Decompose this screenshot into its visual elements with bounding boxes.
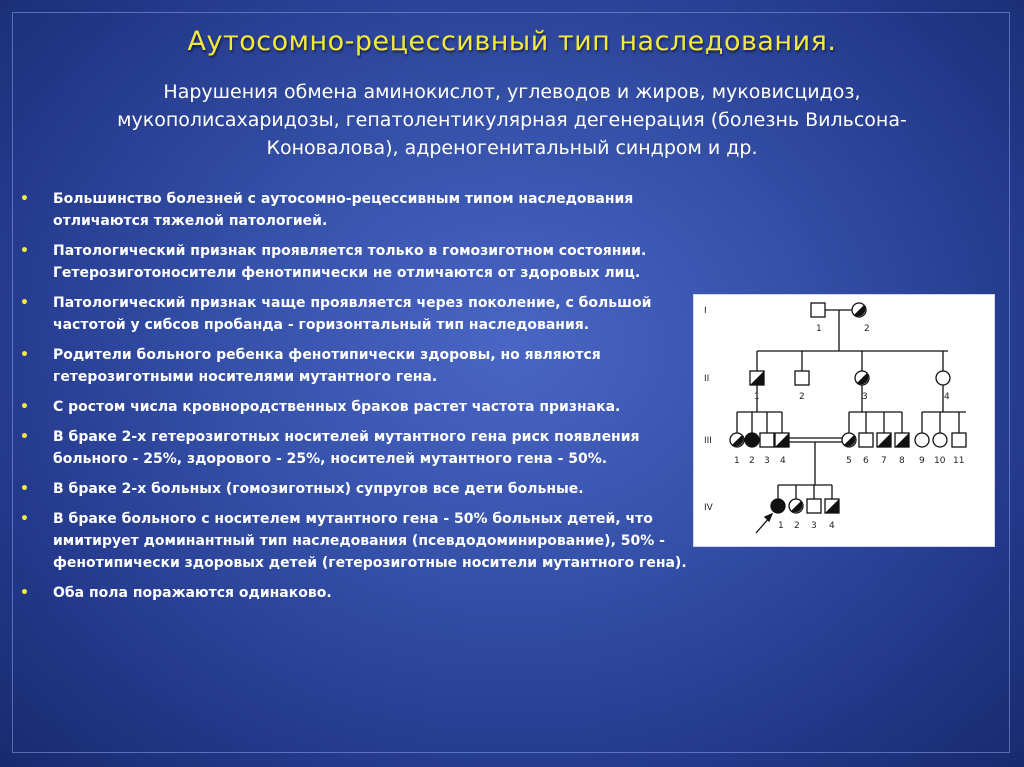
g3-num: 9 xyxy=(919,456,925,466)
g3-num: 11 xyxy=(953,456,965,466)
g2-female-4 xyxy=(936,371,950,385)
g1-num: 2 xyxy=(864,324,870,334)
pedigree-chart xyxy=(693,294,995,547)
bullet-item xyxy=(20,188,690,232)
bullet-text: Патологический признак чаще проявляется через поколение, с большой частотой у сибсов пробанда - горизонтальный тип наследования. xyxy=(53,295,652,333)
bullet-icon: • xyxy=(20,429,29,445)
bullet-icon: • xyxy=(20,191,29,207)
g3-num: 7 xyxy=(881,456,887,466)
g4-num: 1 xyxy=(778,521,784,531)
bullet-item xyxy=(20,582,690,604)
bullet-icon: • xyxy=(20,347,29,363)
g3-num: 10 xyxy=(934,456,946,466)
g3-num: 4 xyxy=(780,456,786,466)
bullet-item xyxy=(20,478,690,500)
bullet-icon: • xyxy=(20,511,29,527)
g2-num: 1 xyxy=(754,392,760,402)
g3-male-6 xyxy=(859,433,873,447)
slide-subtitle: Нарушения обмена аминокислот, углеводов и жиров, муковисцидоз, мукополисахаридозы, гепатолентикулярная дегенерация (болезнь Вильсона-Коновалова), адреногенитальный синдром и др. xyxy=(117,81,907,159)
g3-num: 3 xyxy=(764,456,770,466)
g4-num: 2 xyxy=(794,521,800,531)
bullet-item xyxy=(20,292,690,336)
bullet-item xyxy=(20,508,690,574)
gen-label-3: III xyxy=(704,436,712,446)
g3-num: 1 xyxy=(734,456,740,466)
bullet-item xyxy=(20,344,690,388)
bullet-text: В браке 2-х гетерозиготных носителей мутантного гена риск появления больного - 25%, здорового - 25%, носителей мутантного гена - 50%. xyxy=(53,429,640,467)
bullet-icon: • xyxy=(20,399,29,415)
g4-male-3 xyxy=(807,499,821,513)
g4-num: 4 xyxy=(829,521,835,531)
g1-num: 1 xyxy=(816,324,822,334)
g3-num: 6 xyxy=(863,456,869,466)
bullet-item xyxy=(20,240,690,284)
g3-female-10 xyxy=(933,433,947,447)
g4-proband-affected xyxy=(771,499,785,513)
g3-male-3 xyxy=(760,433,774,447)
bullet-text: Родители больного ребенка фенотипически здоровы, но являются гетерозиготными носителями мутантного гена. xyxy=(53,347,601,385)
g3-male-11 xyxy=(952,433,966,447)
bullet-list xyxy=(20,188,690,612)
slide-title: Аутосомно-рецессивный тип наследования. xyxy=(187,26,837,57)
g3-female-2-affected xyxy=(745,433,759,447)
bullet-text: Патологический признак проявляется только в гомозиготном состоянии. Гетерозиготоносители фенотипически не отличаются от здоровых лиц. xyxy=(53,243,647,281)
g2-num: 2 xyxy=(799,392,805,402)
g3-num: 5 xyxy=(846,456,852,466)
pedigree-diagram xyxy=(694,295,994,546)
bullet-icon: • xyxy=(20,481,29,497)
bullet-item xyxy=(20,396,690,418)
bullet-icon: • xyxy=(20,585,29,601)
gen-label-1: I xyxy=(704,306,707,316)
gen-label-2: II xyxy=(704,374,710,384)
bullet-text: В браке больного с носителем мутантного гена - 50% больных детей, что имитирует доминантный тип наследования (псевдодоминирование), 50% - фенотипически здоровых детей (гетерозиготные носители мутантного гена). xyxy=(53,511,687,571)
g3-num: 8 xyxy=(899,456,905,466)
bullet-text: Большинство болезней с аутосомно-рецессивным типом наследования отличаются тяжелой патологией. xyxy=(53,191,634,229)
g1-male-1 xyxy=(811,303,825,317)
bullet-icon: • xyxy=(20,295,29,311)
bullet-item xyxy=(20,426,690,470)
g3-num: 2 xyxy=(749,456,755,466)
g4-num: 3 xyxy=(811,521,817,531)
bullet-icon: • xyxy=(20,243,29,259)
bullet-text: В браке 2-х больных (гомозиготных) супругов все дети больные. xyxy=(53,481,584,497)
bullet-text: Оба пола поражаются одинаково. xyxy=(53,585,332,601)
bullet-text: С ростом числа кровнородственных браков растет частота признака. xyxy=(53,399,621,415)
g3-female-9 xyxy=(915,433,929,447)
gen-label-4: IV xyxy=(704,503,713,513)
g2-num: 4 xyxy=(944,392,950,402)
g2-male-2 xyxy=(795,371,809,385)
g2-num: 3 xyxy=(862,392,868,402)
